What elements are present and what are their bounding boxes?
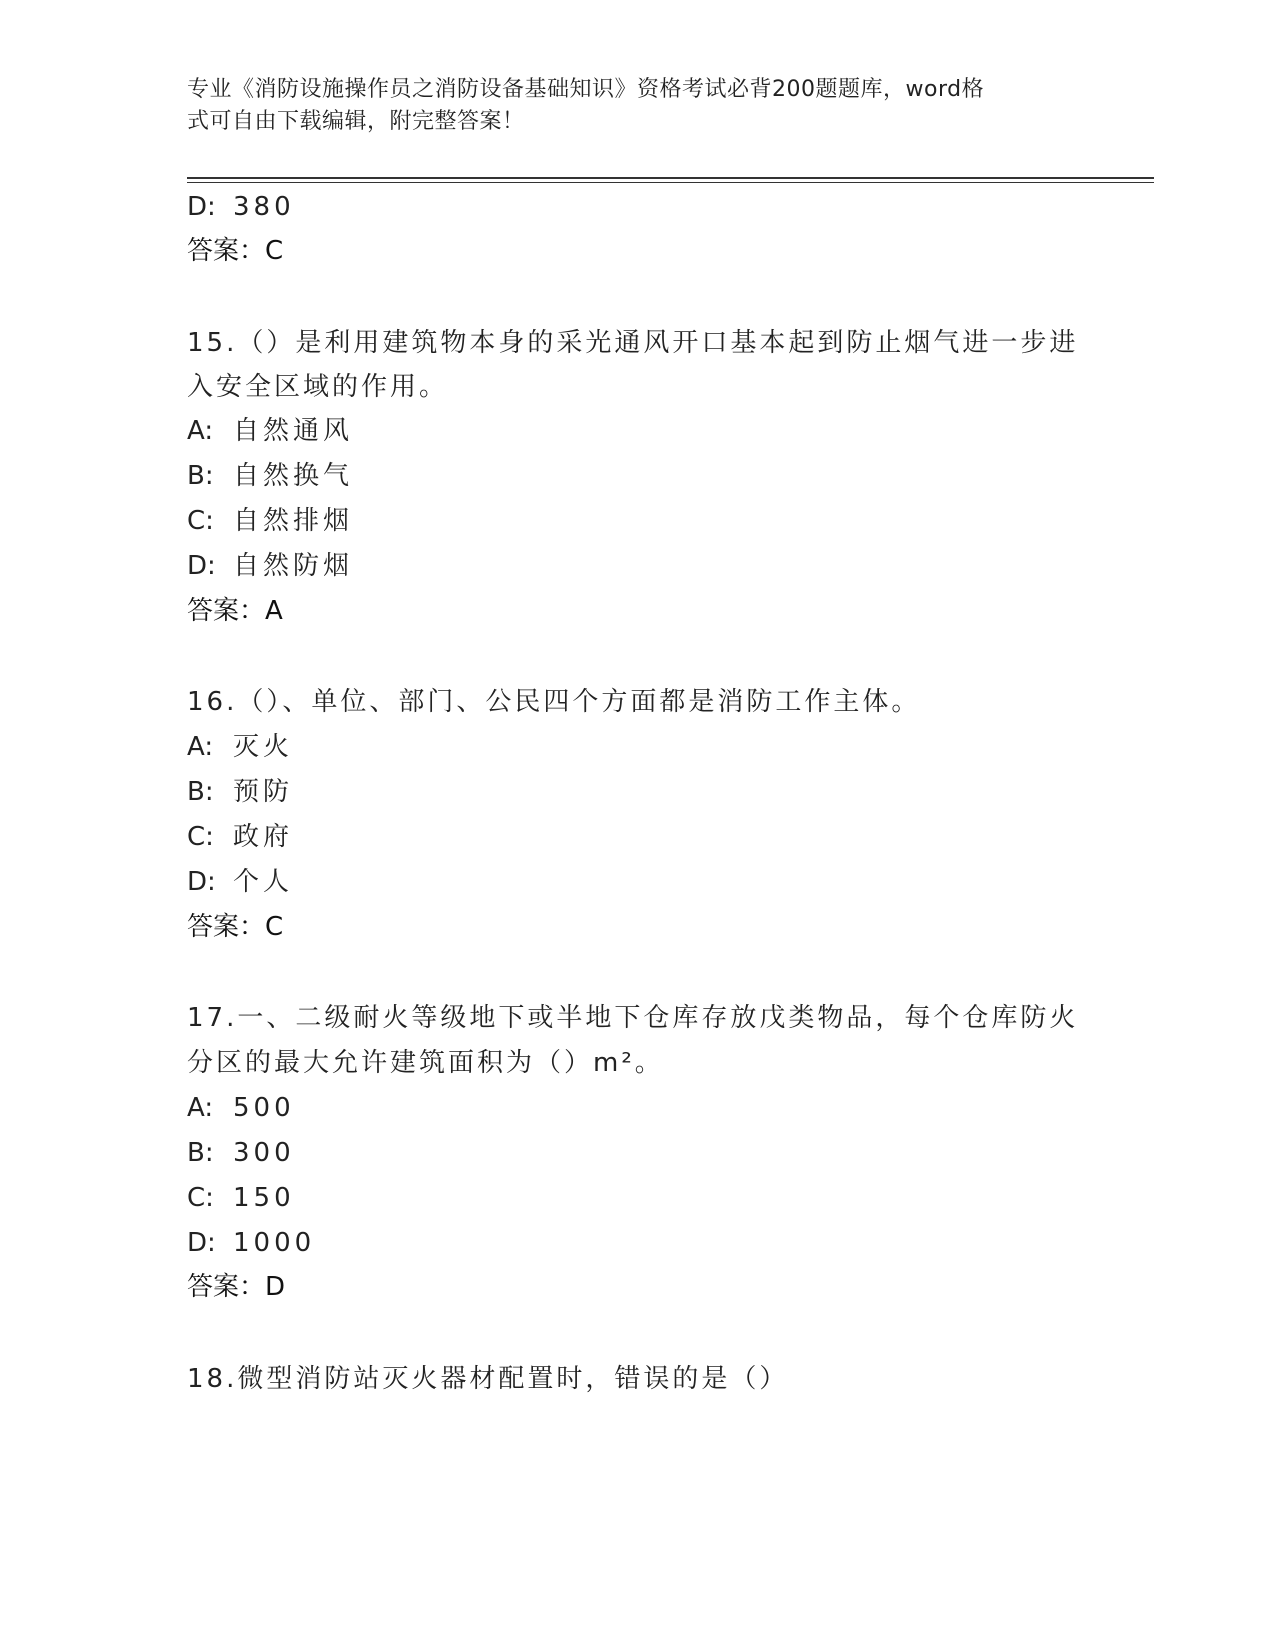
- question-16-answer: 答案：C: [187, 912, 284, 942]
- question-15-line-2: 入安全区域的作用。: [187, 372, 449, 402]
- header-divider-thick: [187, 177, 1154, 179]
- question-15-option-a: [187, 414, 353, 448]
- answer-prev: 答案：C: [187, 236, 284, 266]
- header-divider-thin: [187, 182, 1154, 183]
- question-16-option-b: [187, 775, 293, 809]
- option-letter: B:: [187, 461, 214, 491]
- option-text: 自然通风: [233, 416, 354, 446]
- question-17-line-2: 分区的最大允许建筑面积为（）m²。: [187, 1048, 664, 1078]
- option-letter: D:: [187, 1228, 216, 1258]
- option-letter: B:: [187, 1138, 214, 1168]
- option-text: 自然换气: [233, 461, 354, 491]
- option-text: 150: [233, 1183, 295, 1213]
- option-letter: A:: [187, 732, 214, 762]
- header-line-2: 式可自由下载编辑，附完整答案！: [187, 109, 525, 134]
- question-15-line-1: 15.（）是利用建筑物本身的采光通风开口基本起到防止烟气进一步进: [187, 328, 1079, 358]
- question-17-line-1: 17.一、二级耐火等级地下或半地下仓库存放戊类物品，每个仓库防火: [187, 1003, 1079, 1033]
- question-17-option-c: [187, 1181, 295, 1215]
- option-text: 500: [233, 1093, 295, 1123]
- question-15-option-c: [187, 504, 353, 538]
- question-16-line-1: 16.（）、单位、部门、公民四个方面都是消防工作主体。: [187, 687, 921, 717]
- question-17-option-b: [187, 1136, 295, 1170]
- option-text: 政府: [233, 822, 294, 852]
- option-letter: D:: [187, 192, 216, 222]
- option-d-prev: [187, 190, 295, 224]
- option-text: 灭火: [233, 732, 294, 762]
- question-18-line-1: 18.微型消防站灭火器材配置时，错误的是（）: [187, 1364, 789, 1394]
- question-15-option-d: [187, 549, 353, 583]
- question-16-option-d: [187, 865, 293, 899]
- question-17-option-a: [187, 1091, 295, 1125]
- option-text: 自然排烟: [233, 506, 354, 536]
- option-text: 300: [233, 1138, 295, 1168]
- option-letter: D:: [187, 551, 216, 581]
- question-17-answer: 答案：D: [187, 1272, 286, 1302]
- option-letter: A:: [187, 416, 214, 446]
- option-text: 预防: [233, 777, 294, 807]
- header-line-1: 专业《消防设施操作员之消防设备基础知识》资格考试必背200题题库，word格: [187, 77, 985, 102]
- option-letter: C:: [187, 506, 214, 536]
- document-header: [187, 74, 1087, 138]
- question-15-answer: 答案：A: [187, 596, 283, 626]
- question-15-option-b: [187, 459, 353, 493]
- option-letter: B:: [187, 777, 214, 807]
- option-letter: D:: [187, 867, 216, 897]
- question-17-option-d: [187, 1226, 315, 1260]
- question-16-option-a: [187, 730, 293, 764]
- option-letter: C:: [187, 822, 214, 852]
- option-text: 380: [233, 192, 295, 222]
- option-letter: A:: [187, 1093, 214, 1123]
- option-text: 个人: [233, 867, 294, 897]
- option-text: 1000: [233, 1228, 316, 1258]
- option-text: 自然防烟: [233, 551, 354, 581]
- option-letter: C:: [187, 1183, 214, 1213]
- question-16-option-c: [187, 820, 293, 854]
